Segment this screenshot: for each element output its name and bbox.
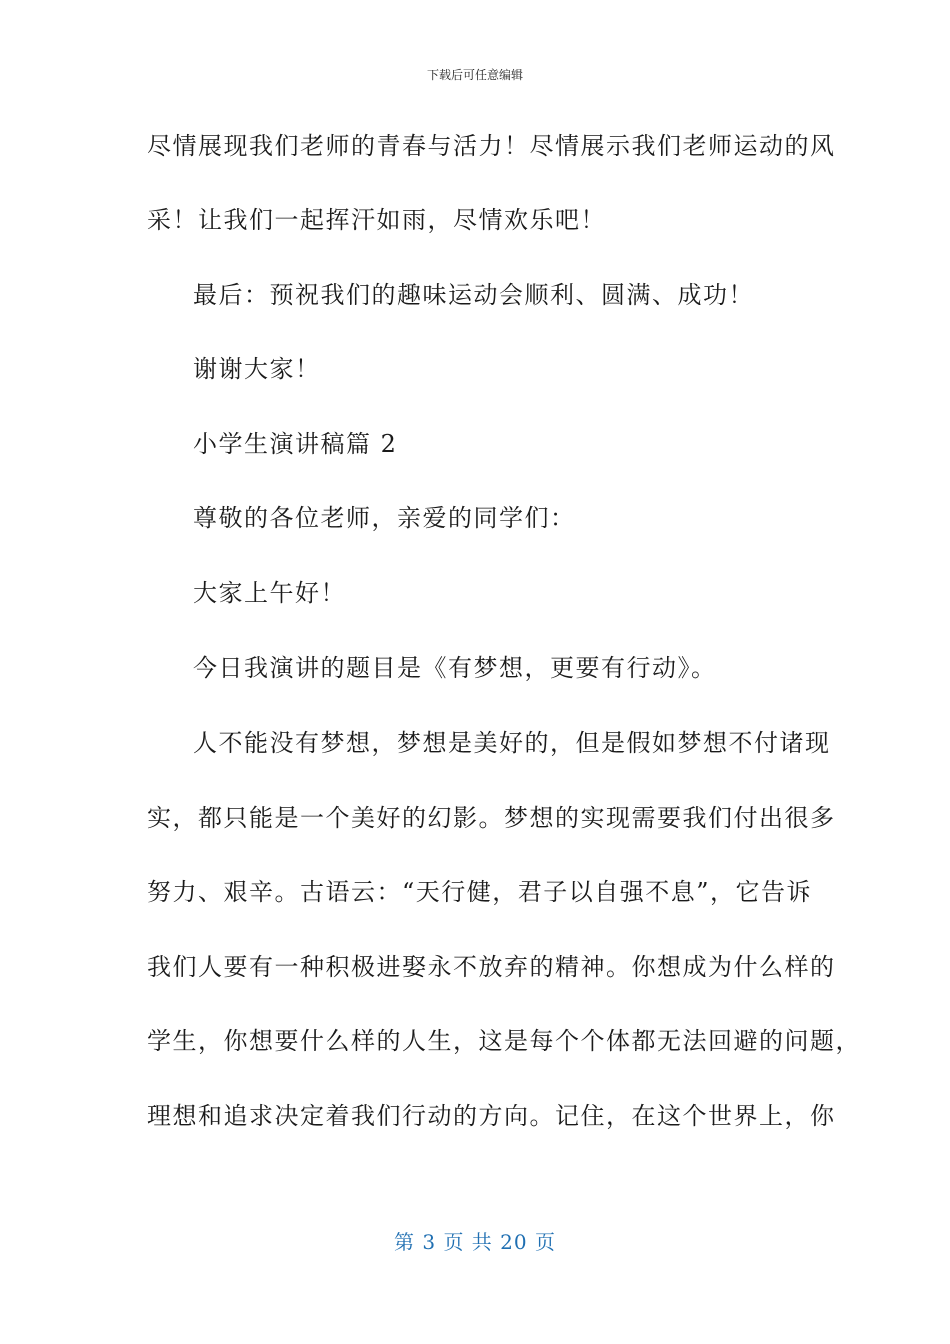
- body-line: 采！让我们一起挥汗如雨，尽情欢乐吧！: [147, 206, 606, 234]
- body-line: 尊敬的各位老师，亲爱的同学们：: [193, 504, 576, 532]
- body-line: 我们人要有一种积极进娶永不放弃的精神。你想成为什么样的: [147, 953, 836, 981]
- body-line: 人不能没有梦想，梦想是美好的，但是假如梦想不付诸现: [193, 729, 831, 757]
- body-line: 学生，你想要什么样的人生，这是每个个体都无法回避的问题，: [147, 1027, 861, 1055]
- page-number-footer: 第 3 页 共 20 页: [394, 1230, 556, 1254]
- body-line: 谢谢大家！: [193, 355, 321, 383]
- page-header: 下载后可任意编辑: [426, 68, 523, 82]
- body-line: 今日我演讲的题目是《有梦想，更要有行动》。: [193, 654, 717, 682]
- body-line: 理想和追求决定着我们行动的方向。记住，在这个世界上，你: [147, 1102, 836, 1130]
- section-heading: 小学生演讲稿篇 2: [193, 430, 398, 458]
- body-line: 大家上午好！: [193, 579, 346, 607]
- body-line: 尽情展现我们老师的青春与活力！尽情展示我们老师运动的风: [147, 132, 836, 160]
- body-line: 最后：预祝我们的趣味运动会顺利、圆满、成功！: [193, 281, 754, 309]
- body-line: 努力、艰辛。古语云：“天行健，君子以自强不息”，它告诉: [147, 878, 813, 906]
- body-line: 实，都只能是一个美好的幻影。梦想的实现需要我们付出很多: [147, 804, 836, 832]
